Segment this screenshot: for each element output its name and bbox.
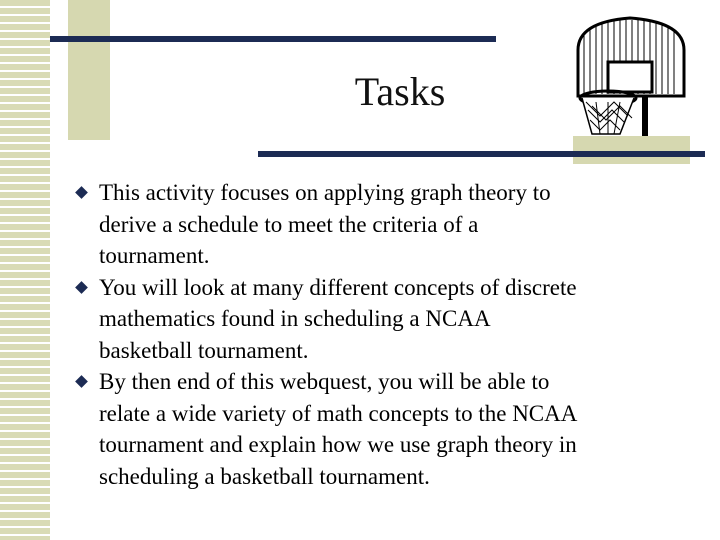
diamond-bullet-icon bbox=[75, 281, 88, 294]
bullet-line: tournament. bbox=[99, 243, 210, 268]
bullet-line: By then end of this webquest, you will be able to bbox=[99, 369, 550, 394]
bullet-item bbox=[77, 366, 697, 492]
bullet-line: basketball tournament. bbox=[99, 337, 309, 363]
title-rule-bottom bbox=[258, 151, 705, 157]
title-rule-top bbox=[50, 36, 496, 42]
basketball-hoop-icon bbox=[566, 10, 694, 138]
bullet-line: This activity focuses on applying graph theory to bbox=[99, 180, 551, 205]
bullet-line: derive a schedule to meet the criteria of a bbox=[99, 211, 479, 237]
bullet-item bbox=[77, 177, 697, 272]
bullet-item bbox=[77, 272, 697, 367]
bullet-line: tournament and explain how we use graph theory in bbox=[99, 432, 577, 457]
accent-block-left bbox=[68, 0, 110, 140]
diamond-bullet-icon bbox=[75, 375, 88, 388]
striped-margin bbox=[0, 0, 50, 540]
accent-block-right bbox=[573, 136, 690, 164]
bullet-line: relate a wide variety of math concepts to the NCAA bbox=[99, 400, 578, 426]
slide-title: Tasks bbox=[354, 69, 446, 114]
bullet-line: You will look at many different concepts of discrete bbox=[99, 274, 577, 300]
bullet-line: scheduling a basketball tournament. bbox=[99, 463, 430, 489]
bullet-line: mathematics found in scheduling a NCAA bbox=[99, 306, 491, 331]
diamond-bullet-icon bbox=[75, 186, 88, 199]
bullet-list bbox=[77, 177, 697, 492]
